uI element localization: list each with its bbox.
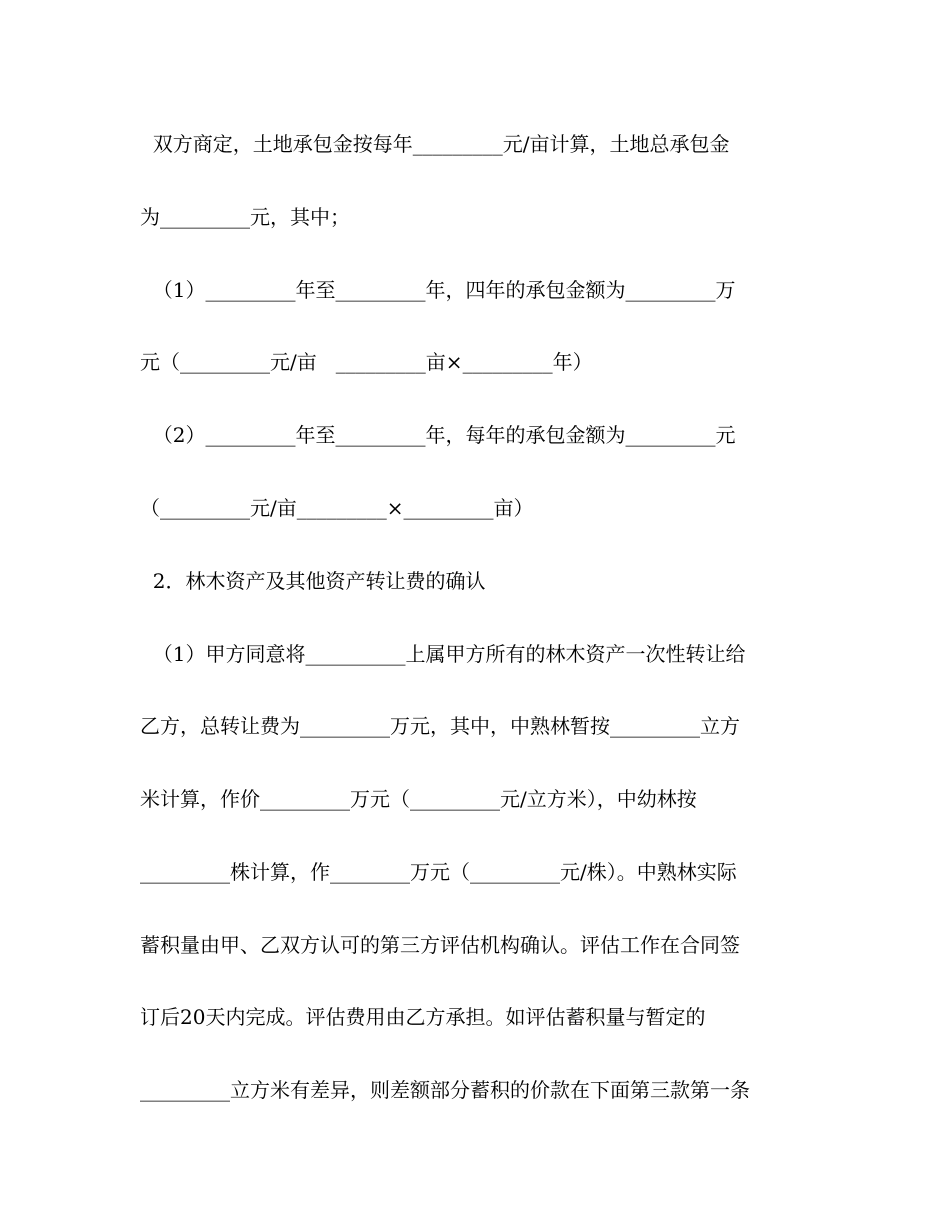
text-line-4: 元（_________元/亩 _________亩×_________年） <box>140 350 593 374</box>
text-line-9: 乙方，总转让费为_________万元，其中，中熟林暂按_________立方 <box>140 714 740 738</box>
text-line-5: （2）_________年至_________年，每年的承包金额为_________元 <box>140 423 736 447</box>
text-line-12: 蓄积量由甲、乙双方认可的第三方评估机构确认。评估工作在合同签 <box>140 933 740 957</box>
text-line-2: 为_________元，其中； <box>140 205 350 229</box>
text-line-13: 订后20天内完成。评估费用由乙方承担。如评估蓄积量与暂定的 <box>140 1005 706 1029</box>
section-heading: 2．林木资产及其他资产转让费的确认 <box>140 569 486 593</box>
text-line-11: _________株计算，作________万元（_________元/株）。中熟林实际 <box>140 860 737 884</box>
text-line-3: （1）_________年至_________年，四年的承包金额为_________万 <box>140 278 736 302</box>
text-line-6: （_________元/亩_________×_________亩） <box>140 496 534 520</box>
text-line-8: （1）甲方同意将__________上属甲方所有的林木资产一次性转让给 <box>140 642 746 666</box>
text-line-14: _________立方米有差异，则差额部分蓄积的价款在下面第三款第一条 <box>140 1078 750 1102</box>
text-line-10: 米计算，作价_________万元（_________元/立方米），中幼林按 <box>140 787 697 811</box>
text-line-1: 双方商定，土地承包金按每年_________元/亩计算，土地总承包金 <box>140 132 730 156</box>
